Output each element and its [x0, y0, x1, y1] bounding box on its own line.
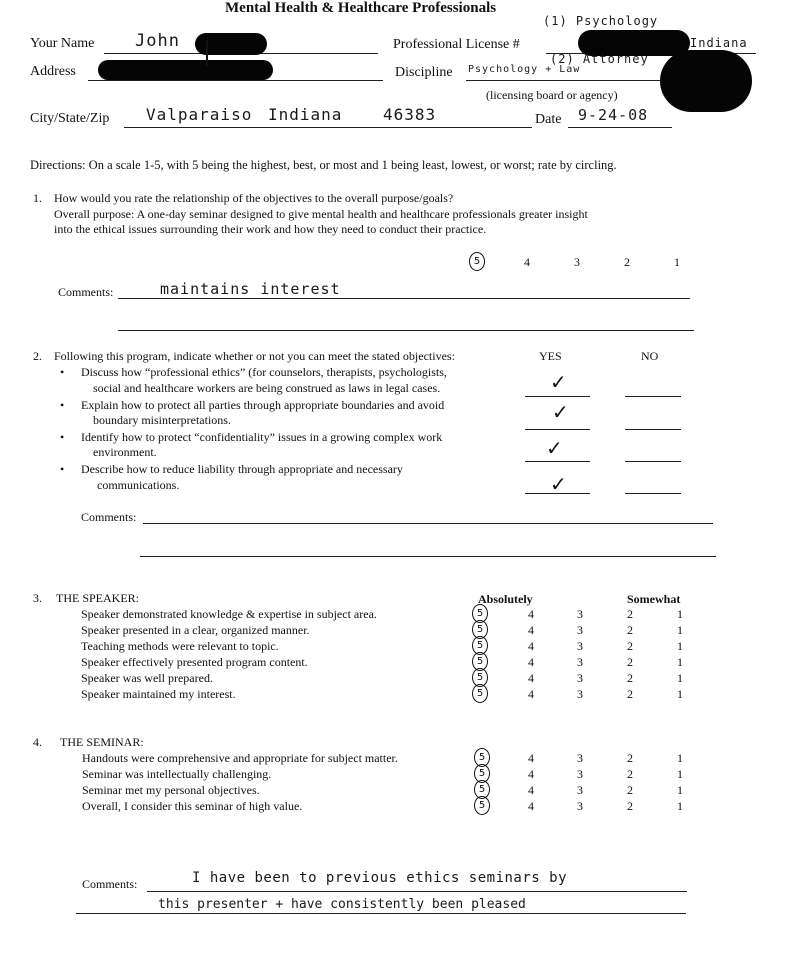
q3-absolutely-header: Absolutely: [478, 592, 533, 606]
q3-item-4-scale-4[interactable]: 4: [528, 655, 534, 669]
q3-item-5: Speaker was well prepared.: [81, 671, 213, 685]
q2-item-1-line2: social and healthcare workers are being construed as laws in legal cases.: [93, 381, 441, 395]
q3-item-6-scale-1[interactable]: 1: [677, 687, 683, 701]
q4-item-1-scale-3[interactable]: 3: [577, 751, 583, 765]
q3-somewhat-header: Somewhat: [627, 592, 681, 606]
q3-item-3-scale-3[interactable]: 3: [577, 639, 583, 653]
q4-item-4: Overall, I consider this seminar of high value.: [82, 799, 303, 813]
name-value[interactable]: John: [135, 31, 180, 51]
q4-item-1: Handouts were comprehensive and appropriate for subject matter.: [82, 751, 398, 765]
final-comments-label: Comments:: [82, 877, 138, 891]
q2-bullet: •: [60, 398, 65, 412]
q2-item-2-yes-check[interactable]: ✓: [552, 400, 569, 424]
q4-item-3-scale-3[interactable]: 3: [577, 783, 583, 797]
q3-item-6-scale-2[interactable]: 2: [627, 687, 633, 701]
q2-bullet: •: [60, 430, 65, 444]
q3-item-3: Teaching methods were relevant to topic.: [81, 639, 279, 653]
q4-item-3-scale-1[interactable]: 1: [677, 783, 683, 797]
q3-item-5-circled-5[interactable]: 5: [472, 668, 488, 687]
state-value[interactable]: Indiana: [268, 105, 343, 124]
city-label: City/State/Zip: [30, 111, 110, 126]
q2-item-2-line1: Explain how to protect all parties through appropriate boundaries and avoid: [81, 398, 445, 412]
q2-item-3-yes-check[interactable]: ✓: [546, 436, 563, 460]
q3-item-1-circled-5[interactable]: 5: [472, 604, 488, 623]
q2-bullet: •: [60, 365, 65, 379]
q3-item-3-circled-5[interactable]: 5: [472, 636, 488, 655]
q3-number: 3.: [33, 591, 42, 605]
license-label: Professional License #: [393, 37, 520, 52]
q3-item-2-scale-2[interactable]: 2: [627, 623, 633, 637]
address-label: Address: [30, 64, 76, 79]
q4-item-4-scale-2[interactable]: 2: [627, 799, 633, 813]
q4-item-1-scale-2[interactable]: 2: [627, 751, 633, 765]
discipline-note: (2) Attorney: [550, 52, 649, 66]
q3-item-5-scale-3[interactable]: 3: [577, 671, 583, 685]
q1-purpose-line1: Overall purpose: A one-day seminar designed to give mental health and healthcare professionals greater insight: [54, 207, 588, 221]
license-state: Indiana: [690, 36, 748, 50]
q1-number: 1.: [33, 191, 42, 205]
final-comment-line1[interactable]: I have been to previous ethics seminars by: [192, 870, 568, 886]
q2-item-3-line2: environment.: [93, 445, 157, 459]
q2-comments-label: Comments:: [81, 510, 137, 524]
discipline-label: Discipline: [395, 65, 453, 80]
q3-item-4-scale-3[interactable]: 3: [577, 655, 583, 669]
q3-item-5-scale-2[interactable]: 2: [627, 671, 633, 685]
zip-value[interactable]: 46383: [383, 105, 437, 124]
q3-heading: THE SPEAKER:: [56, 591, 140, 605]
q4-number: 4.: [33, 735, 42, 749]
q2-yes-header: YES: [539, 349, 562, 363]
license-note: (1) Psychology: [543, 14, 659, 28]
q4-item-2-circled-5[interactable]: 5: [474, 764, 490, 783]
q1-comment[interactable]: maintains interest: [160, 280, 341, 298]
q3-item-3-scale-1[interactable]: 1: [677, 639, 683, 653]
q2-item-3-line1: Identify how to protect “confidentiality” issues in a growing complex work: [81, 430, 443, 444]
q1-scale-2[interactable]: 2: [624, 255, 630, 269]
date-label: Date: [535, 112, 562, 127]
q4-item-2-scale-4[interactable]: 4: [528, 767, 534, 781]
q2-bullet: •: [60, 462, 65, 476]
q4-item-3: Seminar met my personal objectives.: [82, 783, 260, 797]
q1-purpose-line2: into the ethical issues surrounding their work and how they need to conduct their practice.: [54, 222, 487, 236]
directions: Directions: On a scale 1-5, with 5 being the highest, best, or most and 1 being least, lowest, or worst; rate by circling.: [30, 158, 617, 172]
q4-item-3-circled-5[interactable]: 5: [474, 780, 490, 799]
q3-item-6-scale-3[interactable]: 3: [577, 687, 583, 701]
q4-item-1-circled-5[interactable]: 5: [474, 748, 490, 767]
q4-item-4-scale-1[interactable]: 1: [677, 799, 683, 813]
q3-item-5-scale-4[interactable]: 4: [528, 671, 534, 685]
q2-item-1-line1: Discuss how “professional ethics” (for counselors, therapists, psychologists,: [81, 365, 447, 379]
q3-item-3-scale-2[interactable]: 2: [627, 639, 633, 653]
q3-item-4-scale-1[interactable]: 1: [677, 655, 683, 669]
q3-item-6-circled-5[interactable]: 5: [472, 684, 488, 703]
city-value[interactable]: Valparaiso: [146, 105, 253, 124]
name-label: Your Name: [30, 36, 95, 51]
q3-item-2-circled-5[interactable]: 5: [472, 620, 488, 639]
q2-no-header: NO: [641, 349, 659, 363]
q4-item-1-scale-1[interactable]: 1: [677, 751, 683, 765]
q3-item-1-scale-4[interactable]: 4: [528, 607, 534, 621]
q4-item-3-scale-2[interactable]: 2: [627, 783, 633, 797]
q2-question: Following this program, indicate whether or not you can meet the stated objectives:: [54, 349, 455, 363]
redaction-stroke: [206, 40, 208, 66]
q4-heading: THE SEMINAR:: [60, 735, 144, 749]
date-value[interactable]: 9-24-08: [578, 106, 649, 124]
q3-item-6-scale-4[interactable]: 4: [528, 687, 534, 701]
q2-item-4-line1: Describe how to reduce liability through appropriate and necessary: [81, 462, 403, 476]
q4-item-2-scale-1[interactable]: 1: [677, 767, 683, 781]
q4-item-1-scale-4[interactable]: 4: [528, 751, 534, 765]
q4-item-2-scale-2[interactable]: 2: [627, 767, 633, 781]
q3-item-4-circled-5[interactable]: 5: [472, 652, 488, 671]
q4-item-4-scale-4[interactable]: 4: [528, 799, 534, 813]
discipline-value[interactable]: Psychology + Law: [468, 64, 581, 75]
licensing-note: (licensing board or agency): [486, 88, 618, 102]
q2-item-4-yes-check[interactable]: ✓: [550, 472, 567, 496]
q4-item-3-scale-4[interactable]: 4: [528, 783, 534, 797]
q3-item-1-scale-1[interactable]: 1: [677, 607, 683, 621]
q1-scale-3[interactable]: 3: [574, 255, 580, 269]
q4-item-2-scale-3[interactable]: 3: [577, 767, 583, 781]
q3-item-1-scale-3[interactable]: 3: [577, 607, 583, 621]
q3-item-2: Speaker presented in a clear, organized manner.: [81, 623, 310, 637]
q2-number: 2.: [33, 349, 42, 363]
q1-scale-4[interactable]: 4: [524, 255, 530, 269]
q3-item-1: Speaker demonstrated knowledge & expertise in subject area.: [81, 607, 377, 621]
redaction-address: [98, 60, 273, 80]
q4-item-4-circled-5[interactable]: 5: [474, 796, 490, 815]
q4-item-4-scale-3[interactable]: 3: [577, 799, 583, 813]
q1-scale-1[interactable]: 1: [674, 255, 680, 269]
form-title: Mental Health & Healthcare Professionals: [225, 0, 497, 16]
q2-item-2-line2: boundary misinterpretations.: [93, 413, 231, 427]
redaction-discipline: [660, 50, 752, 112]
q3-item-2-scale-1[interactable]: 1: [677, 623, 683, 637]
q3-item-1-scale-2[interactable]: 2: [627, 607, 633, 621]
q1-comments-label: Comments:: [58, 285, 114, 299]
q3-item-5-scale-1[interactable]: 1: [677, 671, 683, 685]
q3-item-6: Speaker maintained my interest.: [81, 687, 236, 701]
q1-question: How would you rate the relationship of the objectives to the overall purpose/goals?: [54, 191, 454, 205]
q4-item-2: Seminar was intellectually challenging.: [82, 767, 272, 781]
q3-item-2-scale-4[interactable]: 4: [528, 623, 534, 637]
final-comment-line2[interactable]: this presenter + have consistently been pleased: [158, 897, 526, 912]
q2-item-1-yes-check[interactable]: ✓: [550, 370, 567, 394]
q3-item-2-scale-3[interactable]: 3: [577, 623, 583, 637]
q3-item-4-scale-2[interactable]: 2: [627, 655, 633, 669]
q2-item-4-line2: communications.: [97, 478, 180, 492]
q3-item-4: Speaker effectively presented program content.: [81, 655, 308, 669]
q3-item-3-scale-4[interactable]: 4: [528, 639, 534, 653]
q1-circled-5[interactable]: 5: [469, 252, 485, 271]
